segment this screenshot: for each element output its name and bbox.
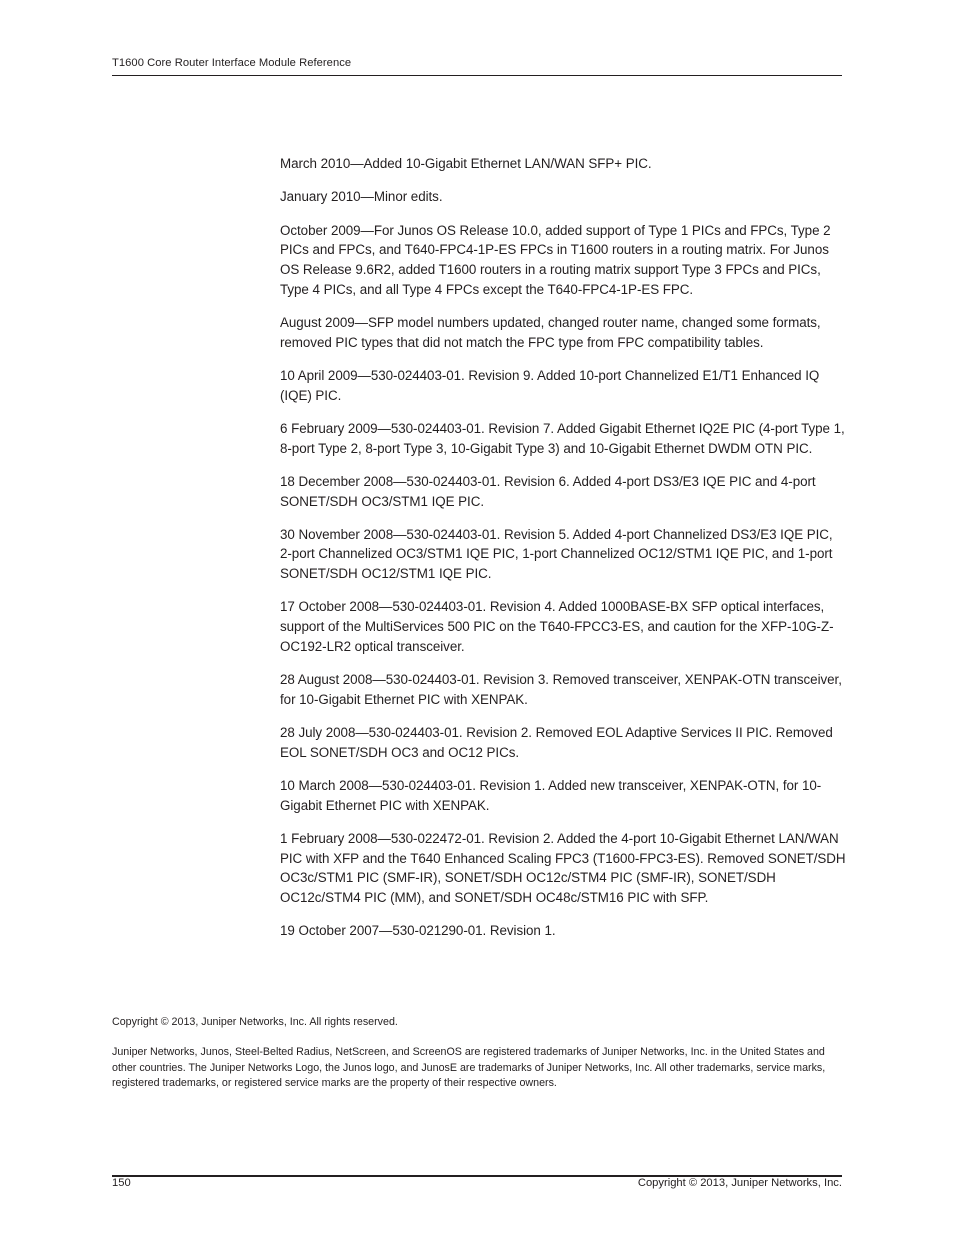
revision-entry: 17 October 2008—530-024403-01. Revision 4. Added 1000BASE-BX SFP optical interfaces, support of the MultiServices 500 PIC on the T640-FPCC3-ES, and caution for the XFP-10G-Z-OC192-LR2 optical transceiver. xyxy=(280,599,834,654)
copyright-statement: Copyright © 2013, Juniper Networks, Inc. All rights reserved. xyxy=(112,1016,398,1028)
header-rule xyxy=(112,75,842,76)
revision-entry: 18 December 2008—530-024403-01. Revision 6. Added 4-port DS3/E3 IQE PIC and 4-port SONET/SDH OC3/STM1 IQE PIC. xyxy=(280,473,816,509)
revision-entry: August 2009—SFP model numbers updated, changed router name, changed some formats, removed PIC types that did not match the FPC type from FPC compatibility tables. xyxy=(280,314,821,350)
revision-entry: January 2010—Minor edits. xyxy=(280,189,443,205)
revision-entry: October 2009—For Junos OS Release 10.0, added support of Type 1 PICs and FPCs, Type 2 PICs and FPCs, and T640-FPC4-1P-ES FPCs in T1600 routers in a routing matrix. For Junos OS Release 9.6R2, added T1600 routers in a routing matrix support Type 3 FPCs and PICs, Type 4 PICs, and all Type 4 FPCs except the T640-FPC4-1P-ES FPC. xyxy=(280,222,831,297)
revision-entry: 10 March 2008—530-024403-01. Revision 1. Added new transceiver, XENPAK-OTN, for 10-Gigabit Ethernet PIC with XENPAK. xyxy=(280,778,822,813)
revision-history-list xyxy=(280,154,846,955)
revision-entry: 30 November 2008—530-024403-01. Revision 5. Added 4-port Channelized DS3/E3 IQE PIC, 2-port Channelized OC3/STM1 IQE PIC, 1-port Channelized OC12/STM1 IQE PIC, and 1-port SONET/SDH OC12/STM1 IQE PIC. xyxy=(280,526,833,582)
revision-entry: 28 July 2008—530-024403-01. Revision 2. Removed EOL Adaptive Services II PIC. Removed EOL SONET/SDH OC3 and OC12 PICs. xyxy=(280,725,833,760)
revision-entry: 28 August 2008—530-024403-01. Revision 3. Removed transceiver, XENPAK-OTN transceiver, for 10-Gigabit Ethernet PIC with XENPAK. xyxy=(280,672,842,707)
footer-copyright: Copyright © 2013, Juniper Networks, Inc. xyxy=(637,1177,842,1189)
trademark-statement: Juniper Networks, Junos, Steel-Belted Radius, NetScreen, and ScreenOS are registered trademarks of Juniper Networks, Inc. in the United States and other countries. The Juniper Networks Logo, the Junos logo, and JunosE are trademarks of Juniper Networks, Inc. All other trademarks, service marks, registered trademarks, or registered service marks are the property of their respective owners. xyxy=(112,1046,826,1090)
revision-entry: 1 February 2008—530-022472-01. Revision 2. Added the 4-port 10-Gigabit Ethernet LAN/WAN PIC with XFP and the T640 Enhanced Scaling FPC3 (T1600-FPC3-ES). Removed SONET/SDH OC3c/STM1 PIC (SMF-IR), SONET/SDH OC12c/STM4 PIC (SMF-IR), SONET/SDH OC12c/STM4 PIC (MM), and SONET/SDH OC48c/STM16 PIC with SFP. xyxy=(280,831,846,905)
revision-entry: 6 February 2009—530-024403-01. Revision 7. Added Gigabit Ethernet IQ2E PIC (4-port Type 1, 8-port Type 2, 8-port Type 3, 10-Gigabit Type 3) and 10-Gigabit Ethernet DWDM OTN PIC. xyxy=(280,420,845,456)
revision-entry: 19 October 2007—530-021290-01. Revision 1. xyxy=(280,923,556,939)
running-header: T1600 Core Router Interface Module Reference xyxy=(112,57,352,69)
legal-notice xyxy=(112,1015,846,1092)
page-number: 150 xyxy=(112,1177,131,1189)
revision-entry: 10 April 2009—530-024403-01. Revision 9. Added 10-port Channelized E1/T1 Enhanced IQ (IQE) PIC. xyxy=(280,367,820,403)
revision-entry: March 2010—Added 10-Gigabit Ethernet LAN/WAN SFP+ PIC. xyxy=(280,156,652,171)
